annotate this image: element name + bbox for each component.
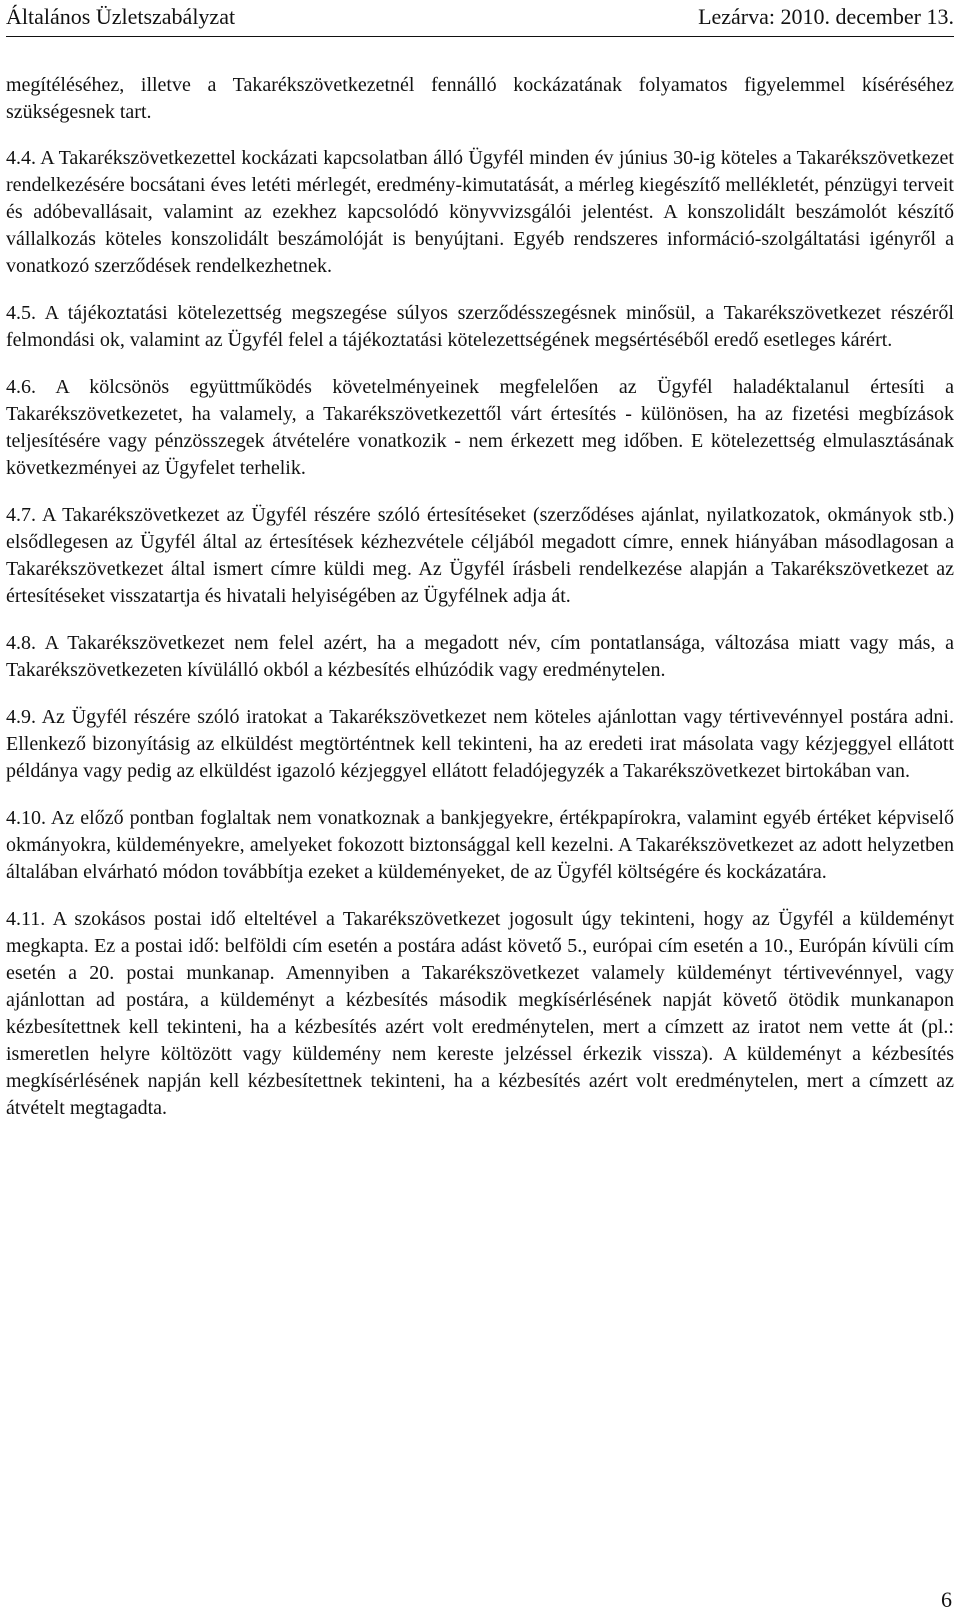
- paragraph-4-11: 4.11. A szokásos postai idő elteltével a Takarékszövetkezet jogosult úgy tekinteni, hogy az Ügyfél a küldeményt megkapta. Ez a postai idő: belföldi cím esetén a postára adást követő 5., európai cím esetén a 10., Európán kívüli cím esetén a 20. postai munkanap. Amennyiben a Takarékszövetkezet valamely küldeményt tértivevénnyel, vagy ajánlottan ad postára, a küldeményt a kézbesítés második megkísérlésének napját követő ötödik munkanapon kézbesítettnek kell tekinteni, ha a kézbesítés azért volt eredménytelen, mert a címzett az iratot nem vette át (pl.: ismeretlen helyre költözött vagy küldemény nem kereste jelzéssel érkezik vissza). A küldeményt a kézbesítés megkísérlésének napján kell kézbesítettnek tekinteni, ha a kézbesítés azért volt eredménytelen, mert a címzett az átvételt megtagadta.: [6, 908, 954, 1119]
- paragraph-4-9: 4.9. Az Ügyfél részére szóló iratokat a Takarékszövetkezet nem köteles ajánlottan vagy tértivevénnyel postára adni. Ellenkező bizonyításig az elküldést megtörténtnek kell tekinteni, ha az eredeti irat másolata vagy kézjeggyel ellátott példánya vagy pedig az elküldést igazoló kézjeggyel ellátott feladójegyzék a Takarékszövetkezet birtokában van.: [6, 706, 954, 782]
- header-title: Általános Üzletszabályzat: [6, 4, 236, 29]
- page-header: [6, 2, 954, 38]
- header-closing-date: Lezárva: 2010. december 13.: [698, 4, 954, 29]
- paragraph-continuation: megítéléséhez, illetve a Takarékszövetkezetnél fennálló kockázatának folyamatos figyelemmel kíséréséhez szükségesnek tart.: [6, 74, 954, 123]
- paragraph-4-6: 4.6. A kölcsönös együttműködés követelményeinek megfelelően az Ügyfél haladéktalanul értesíti a Takarékszövetkezetet, ha valamely, a Takarékszövetkezettől várt értesítés - különösen, ha az fizetési megbízások teljesítésére vagy pénzösszegek átvételére vonatkozik - nem érkezett meg időben. E kötelezettség elmulasztásának következményei az Ügyfelet terhelik.: [6, 376, 954, 479]
- paragraph-4-4: 4.4. A Takarékszövetkezettel kockázati kapcsolatban álló Ügyfél minden év június 30-ig köteles a Takarékszövetkezet rendelkezésére bocsátani éves letéti mérlegét, eredmény-kimutatását, a mérleg kiegészítő mellékletét, pénzügyi terveit és adóbevallásait, valamint az ezekhez kapcsolódó könyvvizsgálói jelentést. A konszolidált beszámolót készítő vállalkozás köteles konszolidált beszámolóját is benyújtani. Egyéb rendszeres információ-szolgáltatási igényről a vonatkozó szerződések rendelkezhetnek.: [6, 147, 954, 277]
- paragraph-4-10: 4.10. Az előző pontban foglaltak nem vonatkoznak a bankjegyekre, értékpapírokra, valamint egyéb értéket képviselő okmányokra, küldeményekre, amelyeket fokozott biztonsággal kell kezelni. A Takarékszövetkezet az adott helyzetben általában elvárható módon továbbítja ezeket a küldeményeket, de az Ügyfél költségére és kockázatára.: [6, 807, 954, 883]
- document-body: [6, 72, 954, 1142]
- paragraph-4-7: 4.7. A Takarékszövetkezet az Ügyfél részére szóló értesítéseket (szerződéses ajánlat, nyilatkozatok, okmányok stb.) elsődlegesen az Ügyfél által az értesítések kézhezvétele céljából megadott címre, ennek hiányában másodlagosan a Takarékszövetkezet által ismert címre küldi meg. Az Ügyfél írásbeli rendelkezése alapján a Takarékszövetkezet az értesítéseket visszatartja és hivatali helyiségében az Ügyfélnek adja át.: [6, 504, 954, 607]
- paragraph-4-5: 4.5. A tájékoztatási kötelezettség megszegése súlyos szerződésszegésnek minősül, a Takarékszövetkezet részéről felmondási ok, valamint az Ügyfél felel a tájékoztatási kötelezettségének megsértéséből eredő esetleges kárért.: [6, 302, 954, 351]
- page-number: 6: [941, 1587, 952, 1612]
- paragraph-4-8: 4.8. A Takarékszövetkezet nem felel azért, ha a megadott név, cím pontatlansága, változása miatt vagy más, a Takarékszövetkezeten kívülálló okból a kézbesítés elhúzódik vagy eredménytelen.: [6, 632, 954, 681]
- header-rule: [6, 36, 954, 37]
